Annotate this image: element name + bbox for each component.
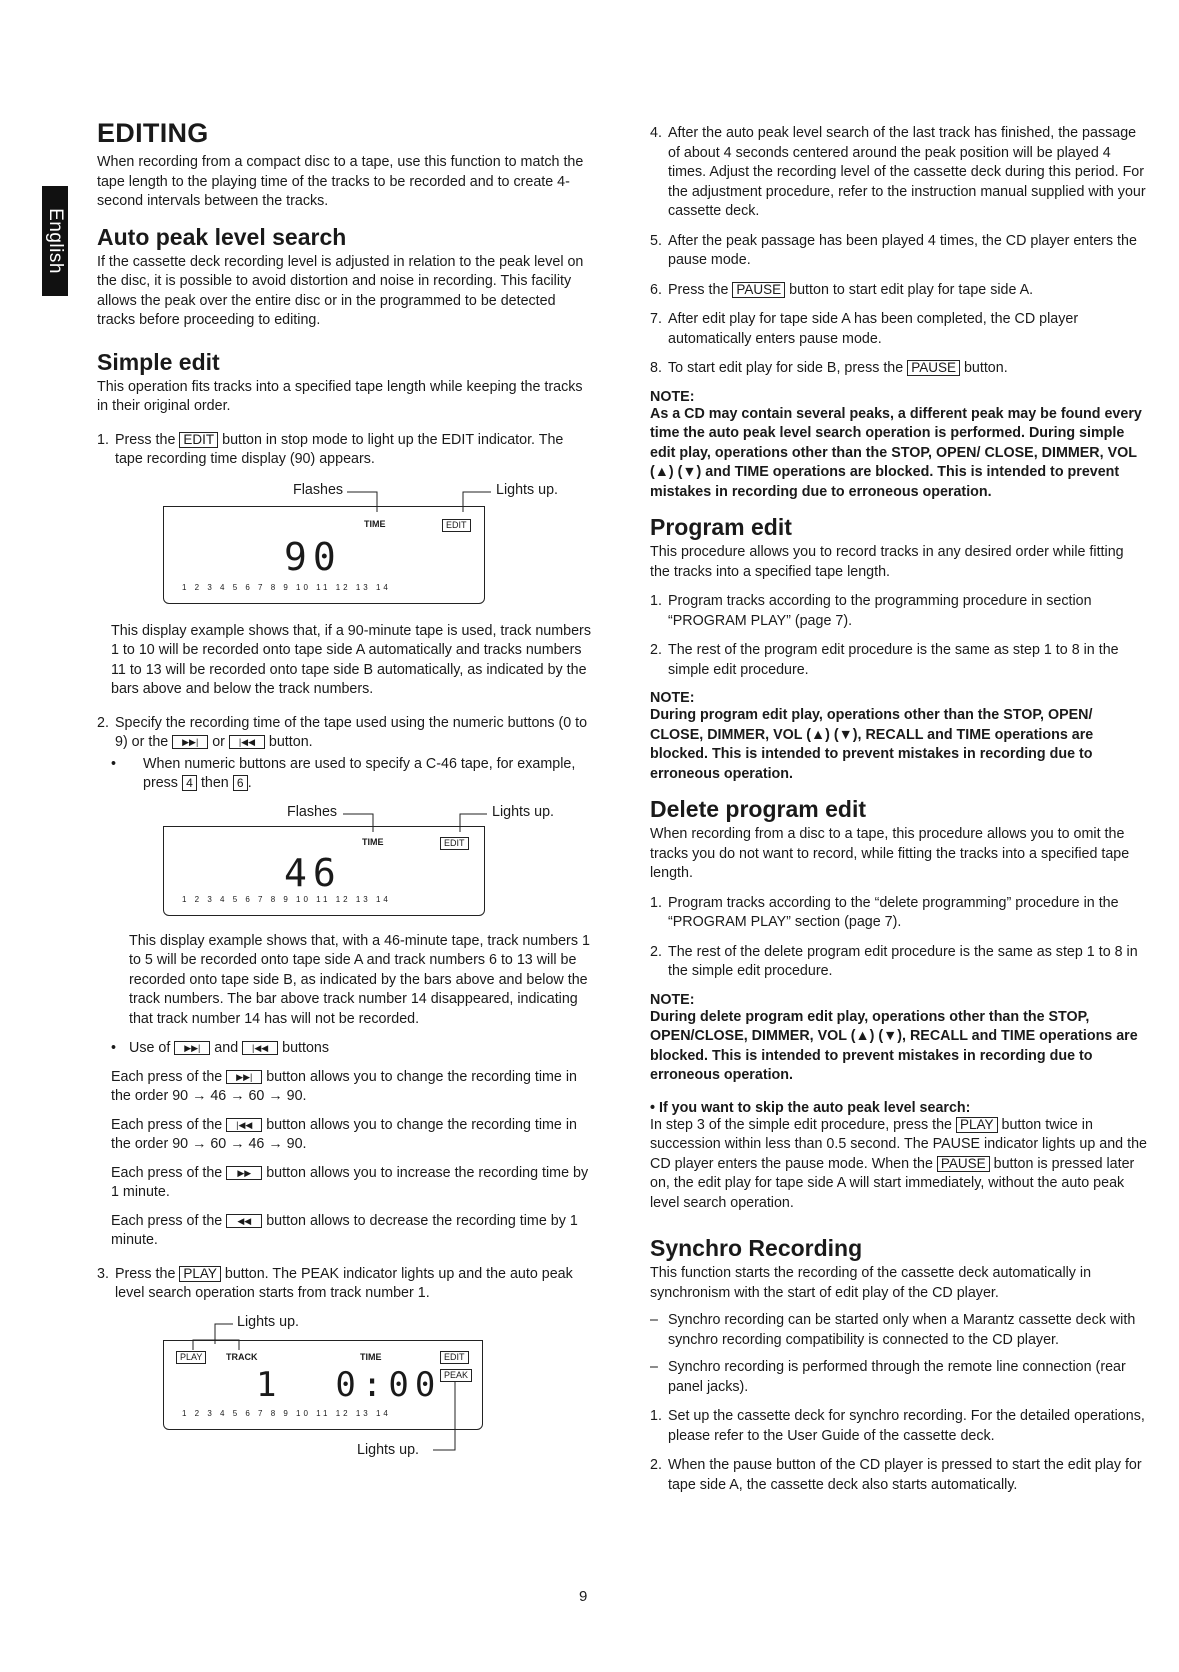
fig3-peak-indicator: PEAK <box>440 1369 472 1382</box>
delete-note-label: NOTE: <box>650 991 695 1008</box>
fig1-lights-up-label: Lights up. <box>496 481 558 498</box>
auto-peak-body: If the cassette deck recording level is adjusted in relation to the peak level on the disc, it is possible to avoid distortion and noise in recording. This facility allows the peak over the entire disc or in the programmed to be detected tracks before proceeding to editing. <box>97 253 584 328</box>
fig2-caption: This display example shows that, with a 46-minute tape, track numbers 1 to 5 will be recorded onto tape side A and track numbers 6 to 13 will be recorded onto tape side B, as indicated by the bars above and below the track numbers. The bar above track number 14 disappeared, indicating that track number 14 has will not be recorded. <box>129 932 590 1027</box>
fast-forward-skip-icon: ▶▶| <box>226 1070 262 1084</box>
fig3-lights-up-bottom-label: Lights up. <box>357 1441 419 1458</box>
fig3-edit-indicator: EDIT <box>440 1351 469 1364</box>
program-edit-title: Program edit <box>650 514 792 540</box>
program-note: During program edit play, operations other than the STOP, OPEN/ CLOSE, DIMMER, VOL (▲) (▼), RECALL and TIME operations are blocked. This is intended to prevent mistakes in recording due to erroneous operation. <box>650 707 1094 782</box>
simple-step-2-bullet: • When numeric buttons are used to specify a C-46 tape, for example, press 4 then 6 . <box>111 755 576 791</box>
program-note-label: NOTE: <box>650 690 695 706</box>
language-tab-label: English <box>45 208 67 274</box>
play-key: PLAY <box>956 1117 998 1133</box>
fig3-digits: 1 0:00 <box>256 1364 442 1405</box>
fwd-paragraph: Each press of the ▶▶ button allows you to increase the recording time by 1 minute. <box>111 1164 589 1200</box>
fig1-flashes-label: Flashes <box>293 481 344 498</box>
synchro-dash-2: – Synchro recording is performed through the remote line connection (rear panel jacks). <box>650 1359 1126 1395</box>
fig1-caption: This display example shows that, if a 90-minute tape is used, track numbers 1 to 10 will be recorded onto tape side A automatically and tracks numbers 11 to 13 will be recorded onto tape side B automatically, as indicated by the bars above and below the track numbers. <box>111 622 591 697</box>
back-skip-paragraph: Each press of the |◀◀ button allows you to change the recording time in the order 90 → 60 → 46 → 90. <box>111 1116 577 1152</box>
simple-step-7: 7. After edit play for tape side A has been completed, the CD player automatically enters pause mode. <box>650 311 1079 347</box>
synchro-step-2: 2. When the pause button of the CD player is pressed to start the edit play for tape side A, the cassette deck also starts automatically. <box>650 1457 1142 1493</box>
fig1-digits: 90 <box>284 534 342 579</box>
fig3-lcd: PLAY TRACK TIME EDIT PEAK 1 0:00 1 2 3 4 5 6 7 8 9 10 11 12 13 14 <box>163 1340 483 1430</box>
simple-step-5: 5. After the peak passage has been played 4 times, the CD player enters the pause mode. <box>650 232 1137 268</box>
delete-note: During delete program edit play, operations other than the STOP, OPEN/CLOSE, DIMMER, VOL (▲) (▼), RECALL and TIME operations are blocked. This is intended to prevent mistakes in recording due to erroneous operation. <box>650 1008 1138 1083</box>
delete-program-edit-title: Delete program edit <box>650 796 866 822</box>
language-tab <box>42 186 68 296</box>
skip-back-icon: |◀◀ <box>229 735 265 749</box>
delete-step-1: 1. Program tracks according to the “delete programming” procedure in the “PROGRAM PLAY” section (page 7). <box>650 894 1119 930</box>
fwd-skip-paragraph: Each press of the ▶▶| button allows you to change the recording time in the order 90 → 46 → 60 → 90. <box>111 1068 577 1104</box>
fig2-lcd: TIME EDIT 46 1 2 3 4 5 6 7 8 9 10 11 12 13 14 <box>163 826 485 916</box>
display-figure-3 <box>97 1310 594 1462</box>
delete-step-2: 2. The rest of the delete program edit procedure is the same as step 1 to 8 in the simple edit procedure. <box>650 943 1138 979</box>
fig3-track-numbers: 1 2 3 4 5 6 7 8 9 10 11 12 13 14 <box>182 1408 391 1418</box>
fig1-track-numbers: 1 2 3 4 5 6 7 8 9 10 11 12 13 14 <box>182 582 391 592</box>
synchro-title: Synchro Recording <box>650 1235 863 1261</box>
fig2-track-numbers: 1 2 3 4 5 6 7 8 9 10 11 12 13 14 <box>182 894 391 904</box>
fast-forward-skip-icon: ▶▶| <box>174 1041 210 1055</box>
synchro-step-1: 1. Set up the cassette deck for synchro recording. For the detailed operations, please refer to the User Guide of the cassette deck. <box>650 1408 1145 1444</box>
fig1-lcd: TIME EDIT 90 1 2 3 4 5 6 7 8 9 10 11 12 13 14 <box>163 506 485 604</box>
fig2-flashes-label: Flashes <box>287 803 338 820</box>
fig2-edit-indicator: EDIT <box>440 837 469 850</box>
display-figure-2 <box>97 804 594 920</box>
simple-edit-title: Simple edit <box>97 348 220 375</box>
fig1-edit-indicator: EDIT <box>442 519 471 532</box>
delete-program-edit-intro: When recording from a disc to a tape, this procedure allows you to omit the tracks you do not want to record, while fitting the tracks into a specified tape length. <box>650 826 1130 881</box>
skip-title: • If you want to skip the auto peak level search: <box>650 1099 971 1116</box>
pause-key: PAUSE <box>907 360 960 376</box>
simple-step-6: 6. Press the PAUSE button to start edit play for tape side A. <box>650 281 1034 298</box>
program-edit-intro: This procedure allows you to record tracks in any desired order while fitting the tracks into a specified tape length. <box>650 544 1124 580</box>
fast-forward-icon: ▶▶ <box>226 1166 262 1180</box>
rewind-icon: ◀◀ <box>226 1214 262 1228</box>
simple-step-8: 8. To start edit play for side B, press the PAUSE button. <box>650 360 1008 376</box>
simple-step-4: 4. After the auto peak level search of the last track has finished, the passage of about 4 seconds centered around the peak position will be played 4 times. Adjust the recording level of the cassette deck during this period. For the adjustment procedure, refer to the instruction manual supplied with your cassette deck. <box>650 125 1146 219</box>
skip-back-icon: |◀◀ <box>242 1041 278 1055</box>
editing-title: EDITING <box>97 118 209 148</box>
skip-back-icon: |◀◀ <box>226 1118 262 1132</box>
simple-note-label: NOTE: <box>650 388 695 405</box>
program-step-2: 2. The rest of the program edit procedure is the same as step 1 to 8 in the simple edit procedure. <box>650 642 1119 678</box>
skip-body: In step 3 of the simple edit procedure, press the PLAY button twice in succession within less than 0.5 second. The PAUSE indicator lights up and the CD player enters the pause mode. When the PAUSE button is pressed later on, the edit play for tape side A will start immediately, without the auto peak level search operation. <box>650 1116 1147 1211</box>
fig2-digits: 46 <box>284 850 342 895</box>
num-key-4: 4 <box>182 775 197 791</box>
edit-key: EDIT <box>179 432 218 448</box>
back-paragraph: Each press of the ◀◀ button allows to decrease the recording time by 1 minute. <box>111 1212 578 1248</box>
play-key: PLAY <box>179 1266 221 1282</box>
left-column <box>97 118 594 1462</box>
display-figure-1 <box>97 482 594 608</box>
synchro-intro: This function starts the recording of the cassette deck automatically in synchronism with the start of edit play of the CD player. <box>650 1265 1092 1301</box>
simple-step-1: 1. Press the EDIT button in stop mode to light up the EDIT indicator. The tape recording time display (90) appears. <box>97 431 564 467</box>
simple-step-3: 3. Press the PLAY button. The PEAK indicator lights up and the auto peak level search operation starts from track number 1. <box>97 1265 573 1301</box>
editing-intro: When recording from a compact disc to a tape, use this function to match the tape length to the playing time of the tracks to be recorded and to create 4-second intervals between the tracks. <box>97 154 584 209</box>
program-step-1: 1. Program tracks according to the programming procedure in section “PROGRAM PLAY” (page 7). <box>650 593 1092 629</box>
simple-step-2: 2. Specify the recording time of the tape used using the numeric buttons (0 to 9) or the ▶▶| or |◀◀ button. <box>97 714 588 750</box>
use-of-buttons: • Use of ▶▶| and |◀◀ buttons <box>111 1040 330 1056</box>
fig2-lights-up-label: Lights up. <box>492 803 554 820</box>
pause-key: PAUSE <box>937 1156 990 1172</box>
simple-note: As a CD may contain several peaks, a different peak may be found every time the auto peak level search operation is performed. During simple edit play, operations other than the STOP, OPEN/ CLOSE, DIMMER, VOL (▲) (▼) and TIME operations are blocked. This is intended to prevent mistakes in recording due to erroneous operation. <box>650 405 1142 500</box>
simple-edit-intro: This operation fits tracks into a specified tape length while keeping the tracks in their original order. <box>97 378 583 414</box>
fast-forward-skip-icon: ▶▶| <box>172 735 208 749</box>
auto-peak-title: Auto peak level search <box>97 223 347 250</box>
right-column <box>650 118 1147 1495</box>
page-number: 9 <box>579 1588 588 1605</box>
num-key-6: 6 <box>233 775 248 791</box>
fig3-lights-up-top-label: Lights up. <box>237 1313 299 1330</box>
synchro-dash-1: – Synchro recording can be started only when a Marantz cassette deck with synchro recording compatibility is connected to the CD player. <box>650 1312 1136 1348</box>
pause-key: PAUSE <box>732 282 785 298</box>
fig3-play-indicator: PLAY <box>176 1351 206 1364</box>
